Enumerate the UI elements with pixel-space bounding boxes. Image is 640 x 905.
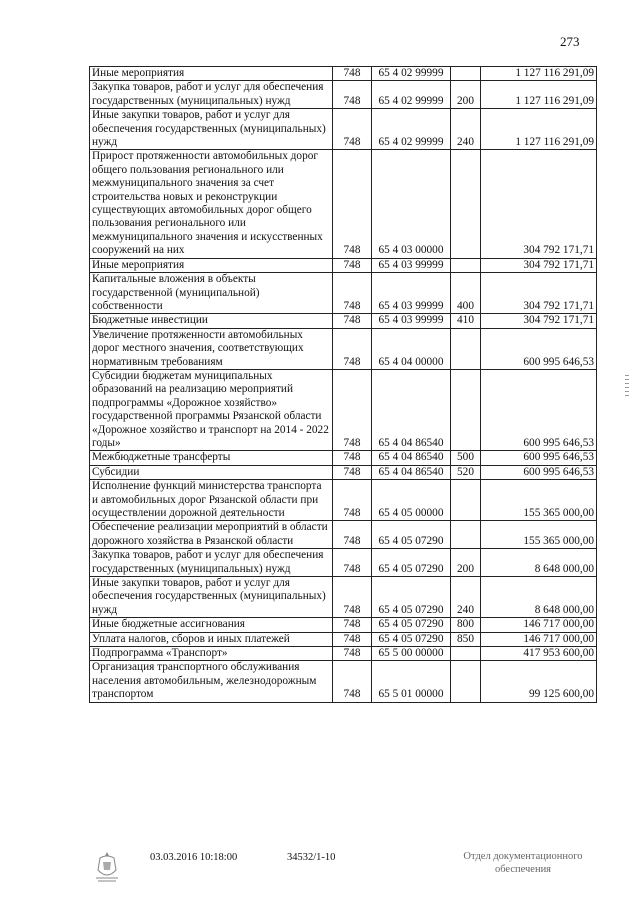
row-ministry-code: 748 bbox=[333, 618, 372, 632]
row-name: Закупка товаров, работ и услуг для обеспечения государственных (муниципальных) нужд bbox=[90, 81, 333, 109]
row-ministry-code: 748 bbox=[333, 480, 372, 521]
row-expense-type bbox=[451, 328, 481, 369]
row-ministry-code: 748 bbox=[333, 150, 372, 258]
row-ministry-code: 748 bbox=[333, 314, 372, 328]
row-ministry-code: 748 bbox=[333, 328, 372, 369]
row-ministry-code: 748 bbox=[333, 273, 372, 314]
row-amount: 304 792 171,71 bbox=[481, 258, 597, 272]
row-expense-type: 500 bbox=[451, 451, 481, 465]
row-target-article: 65 5 00 00000 bbox=[372, 647, 451, 661]
table-row bbox=[90, 328, 597, 369]
table-row bbox=[90, 314, 597, 328]
row-name: Иные закупки товаров, работ и услуг для обеспечения государственных (муниципальных) нужд bbox=[90, 109, 333, 150]
row-target-article: 65 4 02 99999 bbox=[372, 67, 451, 81]
row-amount: 417 953 600,00 bbox=[481, 647, 597, 661]
table-row bbox=[90, 465, 597, 479]
row-name: Прирост протяженности автомобильных дорог общего пользования регионального или межмуниципального значения за счет строительства новых и реконструкции существующих автомобильных дорог общего пользования регионального или межмуниципального значения и искусственных сооружений на них bbox=[90, 150, 333, 258]
row-expense-type bbox=[451, 661, 481, 702]
table-row bbox=[90, 451, 597, 465]
table-row bbox=[90, 480, 597, 521]
table-row bbox=[90, 273, 597, 314]
row-amount: 304 792 171,71 bbox=[481, 150, 597, 258]
row-target-article: 65 4 05 07290 bbox=[372, 632, 451, 646]
row-target-article: 65 4 02 99999 bbox=[372, 81, 451, 109]
row-amount: 600 995 646,53 bbox=[481, 328, 597, 369]
row-amount: 600 995 646,53 bbox=[481, 369, 597, 450]
row-name: Межбюджетные трансферты bbox=[90, 451, 333, 465]
row-amount: 600 995 646,53 bbox=[481, 465, 597, 479]
row-target-article: 65 4 05 07290 bbox=[372, 618, 451, 632]
row-amount: 155 365 000,00 bbox=[481, 521, 597, 549]
row-name: Исполнение функций министерства транспорта и автомобильных дорог Рязанской области при осуществлении дорожной деятельности bbox=[90, 480, 333, 521]
row-amount: 1 127 116 291,09 bbox=[481, 67, 597, 81]
row-name: Обеспечение реализации мероприятий в области дорожного хозяйства в Рязанской области bbox=[90, 521, 333, 549]
footer-datetime: 03.03.2016 10:18:00 bbox=[150, 852, 238, 863]
row-ministry-code: 748 bbox=[333, 465, 372, 479]
row-amount: 304 792 171,71 bbox=[481, 314, 597, 328]
row-target-article: 65 4 04 86540 bbox=[372, 465, 451, 479]
row-expense-type: 400 bbox=[451, 273, 481, 314]
row-expense-type: 240 bbox=[451, 577, 481, 618]
footer-doc-number: 34532/1-10 bbox=[287, 852, 336, 863]
emblem-icon bbox=[92, 850, 122, 884]
row-ministry-code: 748 bbox=[333, 661, 372, 702]
row-target-article: 65 4 05 07290 bbox=[372, 577, 451, 618]
row-amount: 8 648 000,00 bbox=[481, 549, 597, 577]
row-target-article: 65 4 02 99999 bbox=[372, 109, 451, 150]
row-target-article: 65 4 03 99999 bbox=[372, 258, 451, 272]
table-row bbox=[90, 67, 597, 81]
row-expense-type bbox=[451, 150, 481, 258]
row-expense-type: 240 bbox=[451, 109, 481, 150]
row-target-article: 65 4 04 86540 bbox=[372, 451, 451, 465]
row-name: Бюджетные инвестиции bbox=[90, 314, 333, 328]
row-name: Иные мероприятия bbox=[90, 67, 333, 81]
row-amount: 146 717 000,00 bbox=[481, 618, 597, 632]
row-expense-type: 850 bbox=[451, 632, 481, 646]
footer-department-stamp: Отдел документационного обеспечения bbox=[463, 851, 583, 875]
row-name: Подпрограмма «Транспорт» bbox=[90, 647, 333, 661]
table-row bbox=[90, 647, 597, 661]
table-row bbox=[90, 258, 597, 272]
budget-table bbox=[89, 66, 597, 703]
row-name: Субсидии bbox=[90, 465, 333, 479]
row-ministry-code: 748 bbox=[333, 81, 372, 109]
row-ministry-code: 748 bbox=[333, 67, 372, 81]
row-target-article: 65 4 04 86540 bbox=[372, 369, 451, 450]
row-amount: 304 792 171,71 bbox=[481, 273, 597, 314]
row-expense-type: 200 bbox=[451, 549, 481, 577]
row-name: Иные закупки товаров, работ и услуг для обеспечения государственных (муниципальных) нужд bbox=[90, 577, 333, 618]
row-expense-type bbox=[451, 480, 481, 521]
row-target-article: 65 4 04 00000 bbox=[372, 328, 451, 369]
row-expense-type bbox=[451, 67, 481, 81]
row-ministry-code: 748 bbox=[333, 521, 372, 549]
row-ministry-code: 748 bbox=[333, 109, 372, 150]
row-amount: 8 648 000,00 bbox=[481, 577, 597, 618]
row-expense-type: 200 bbox=[451, 81, 481, 109]
row-target-article: 65 4 05 00000 bbox=[372, 480, 451, 521]
table-row bbox=[90, 521, 597, 549]
table-row bbox=[90, 632, 597, 646]
row-ministry-code: 748 bbox=[333, 451, 372, 465]
row-ministry-code: 748 bbox=[333, 549, 372, 577]
table-row bbox=[90, 549, 597, 577]
row-ministry-code: 748 bbox=[333, 258, 372, 272]
row-amount: 1 127 116 291,09 bbox=[481, 81, 597, 109]
row-name: Капитальные вложения в объекты государственной (муниципальной) собственности bbox=[90, 273, 333, 314]
table-row bbox=[90, 577, 597, 618]
row-name: Закупка товаров, работ и услуг для обеспечения государственных (муниципальных) нужд bbox=[90, 549, 333, 577]
table-row bbox=[90, 618, 597, 632]
row-expense-type bbox=[451, 369, 481, 450]
row-expense-type bbox=[451, 521, 481, 549]
table-row bbox=[90, 661, 597, 702]
row-expense-type bbox=[451, 647, 481, 661]
row-expense-type: 410 bbox=[451, 314, 481, 328]
row-ministry-code: 748 bbox=[333, 369, 372, 450]
row-amount: 99 125 600,00 bbox=[481, 661, 597, 702]
row-ministry-code: 748 bbox=[333, 577, 372, 618]
row-ministry-code: 748 bbox=[333, 632, 372, 646]
row-amount: 1 127 116 291,09 bbox=[481, 109, 597, 150]
row-expense-type: 800 bbox=[451, 618, 481, 632]
row-amount: 600 995 646,53 bbox=[481, 451, 597, 465]
row-name: Субсидии бюджетам муниципальных образований на реализацию мероприятий подпрограммы «Дорожное хозяйство» государственной программы Рязанской области «Дорожное хозяйство и транспорт на 2014 - 2022 годы» bbox=[90, 369, 333, 450]
row-amount: 155 365 000,00 bbox=[481, 480, 597, 521]
row-ministry-code: 748 bbox=[333, 647, 372, 661]
row-target-article: 65 4 05 07290 bbox=[372, 549, 451, 577]
row-name: Уплата налогов, сборов и иных платежей bbox=[90, 632, 333, 646]
row-target-article: 65 4 03 99999 bbox=[372, 314, 451, 328]
row-amount: 146 717 000,00 bbox=[481, 632, 597, 646]
row-target-article: 65 5 01 00000 bbox=[372, 661, 451, 702]
table-row bbox=[90, 150, 597, 258]
row-name: Иные мероприятия bbox=[90, 258, 333, 272]
table-row bbox=[90, 369, 597, 450]
table-row bbox=[90, 81, 597, 109]
row-expense-type: 520 bbox=[451, 465, 481, 479]
row-target-article: 65 4 03 99999 bbox=[372, 273, 451, 314]
row-name: Иные бюджетные ассигнования bbox=[90, 618, 333, 632]
row-name: Увеличение протяженности автомобильных дорог местного значения, соответствующих нормативным требованиям bbox=[90, 328, 333, 369]
row-expense-type bbox=[451, 258, 481, 272]
page-number: 273 bbox=[560, 34, 580, 49]
row-target-article: 65 4 05 07290 bbox=[372, 521, 451, 549]
table-row bbox=[90, 109, 597, 150]
side-margin-mark bbox=[625, 375, 629, 455]
row-name: Организация транспортного обслуживания населения автомобильным, железнодорожным транспортом bbox=[90, 661, 333, 702]
row-target-article: 65 4 03 00000 bbox=[372, 150, 451, 258]
